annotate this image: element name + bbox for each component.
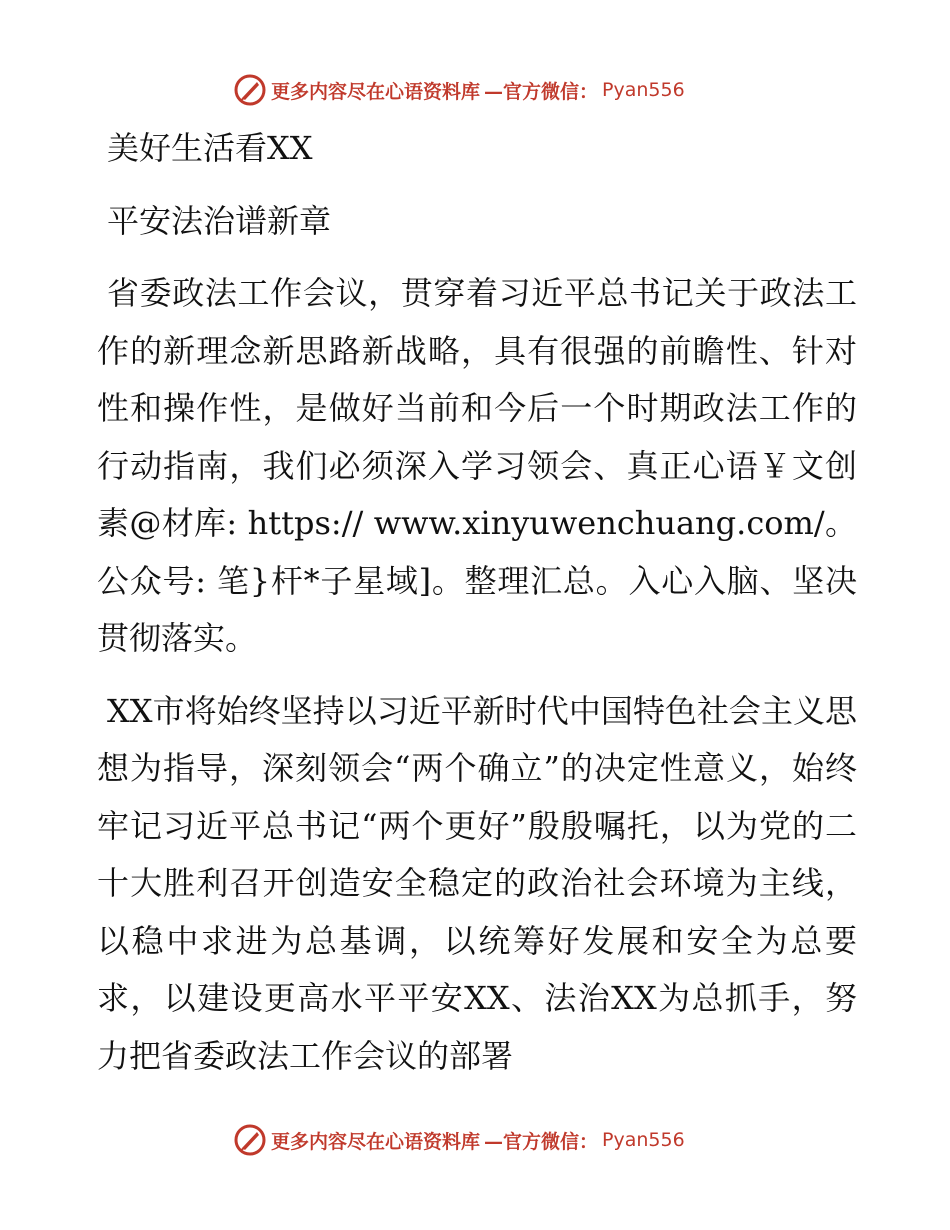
document-title: 美好生活看XX	[107, 129, 313, 167]
document-body	[97, 122, 857, 1085]
watermark-text: 更多内容尽在心语资料库	[271, 80, 481, 103]
watermark-separator: —官方微信：	[484, 80, 599, 103]
document-subtitle: 平安法治谱新章	[107, 202, 332, 240]
quill-logo-icon	[233, 73, 267, 107]
quill-logo-icon	[233, 1123, 267, 1157]
watermark-wechat-id: Pyan556	[602, 79, 685, 101]
paragraph-2: XX市将始终坚持以习近平新时代中国特色社会主义思想为指导，深刻领会“两个确立”的决定性意义，始终牢记习近平总书记“两个更好”殷殷嘱托，以为党的二十大胜利召开创造安全稳定的政治社会环境为主线，以稳中求进为总基调，以统筹好发展和安全为总要求，以建设更高水平平安XX、法治XX为总抓手，努力把省委政法工作会议的部署	[97, 691, 857, 1075]
watermark-separator: —官方微信：	[484, 1130, 599, 1153]
header-watermark	[233, 70, 685, 110]
watermark-text: 更多内容尽在心语资料库	[271, 1130, 481, 1153]
footer-watermark	[233, 1120, 685, 1160]
watermark-wechat-id: Pyan556	[602, 1129, 685, 1151]
paragraph-1: 省委政法工作会议，贯穿着习近平总书记关于政法工作的新理念新思路新战略，具有很强的前瞻性、针对性和操作性，是做好当前和今后一个时期政法工作的行动指南，我们必须深入学习领会、真正心语￥文创素@材库: https:// www.xinyuwenchuang.com/。公众号: 笔}杆*子星域]。整理汇总。入心入脑、坚决贯彻落实。	[97, 274, 857, 657]
